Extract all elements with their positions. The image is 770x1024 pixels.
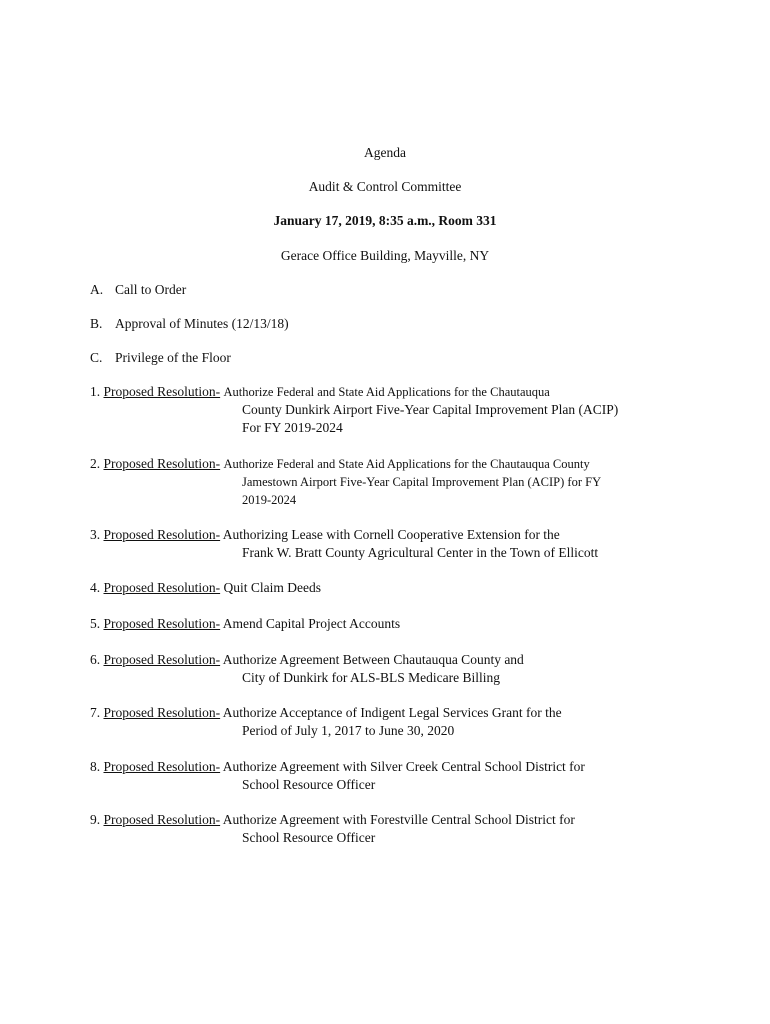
item-line: School Resource Officer: [242, 830, 376, 845]
section-a: [90, 282, 186, 298]
section-text: Call to Order: [115, 282, 187, 297]
item-line: Frank W. Bratt County Agricultural Center in the Town of Ellicott: [242, 545, 599, 560]
section-letter: A.: [90, 282, 104, 297]
item-text: Authorize Agreement with Forestville Central School District for: [222, 812, 575, 827]
item-text: Authorize Federal and State Aid Applications for the Chautauqua County: [223, 457, 590, 471]
item-label: Proposed Resolution-: [103, 527, 221, 542]
agenda-item-3: [90, 526, 730, 562]
item-label: Proposed Resolution-: [103, 580, 221, 595]
item-line: County Dunkirk Airport Five-Year Capital Improvement Plan (ACIP): [242, 402, 619, 417]
agenda-item-6: [90, 651, 730, 687]
section-text: Privilege of the Floor: [115, 350, 231, 365]
agenda-item-4: [90, 579, 730, 597]
item-label: Proposed Resolution-: [103, 705, 221, 720]
item-text: Authorize Federal and State Aid Applications for the Chautauqua: [223, 385, 550, 399]
item-line: School Resource Officer: [242, 777, 376, 792]
meeting-datetime: January 17, 2019, 8:35 a.m., Room 331: [273, 213, 497, 228]
meeting-location: Gerace Office Building, Mayville, NY: [280, 248, 490, 263]
item-line: 2019-2024: [242, 493, 297, 507]
item-label: Proposed Resolution-: [103, 616, 221, 631]
item-label: Proposed Resolution-: [103, 812, 221, 827]
section-letter: C.: [90, 350, 103, 365]
agenda-item-5: [90, 615, 730, 633]
item-number: 5.: [90, 616, 101, 631]
item-text: Authorize Agreement Between Chautauqua County and: [222, 652, 524, 667]
item-number: 3.: [90, 527, 101, 542]
agenda-item-1: [90, 383, 730, 437]
section-text: Approval of Minutes (12/13/18): [115, 316, 289, 331]
agenda-item-7: [90, 704, 730, 740]
item-number: 2.: [90, 456, 101, 471]
item-label: Proposed Resolution-: [103, 456, 221, 471]
item-number: 8.: [90, 759, 101, 774]
item-line: For FY 2019-2024: [242, 420, 343, 435]
item-number: 7.: [90, 705, 101, 720]
item-number: 6.: [90, 652, 101, 667]
item-label: Proposed Resolution-: [103, 384, 221, 399]
item-text: Quit Claim Deeds: [223, 580, 321, 595]
agenda-title: Agenda: [364, 145, 406, 160]
agenda-item-8: [90, 758, 730, 794]
item-text: Authorize Agreement with Silver Creek Central School District for: [222, 759, 585, 774]
item-label: Proposed Resolution-: [103, 652, 221, 667]
agenda-item-2: [90, 455, 730, 509]
item-label: Proposed Resolution-: [103, 759, 221, 774]
item-number: 1.: [90, 384, 101, 399]
item-line: Jamestown Airport Five-Year Capital Improvement Plan (ACIP) for FY: [242, 475, 602, 489]
item-number: 4.: [90, 580, 101, 595]
item-text: Amend Capital Project Accounts: [222, 616, 401, 631]
item-number: 9.: [90, 812, 101, 827]
section-b: [90, 316, 289, 332]
item-line: City of Dunkirk for ALS-BLS Medicare Billing: [242, 670, 500, 685]
item-text: Authorize Acceptance of Indigent Legal Services Grant for the: [222, 705, 562, 720]
agenda-item-9: [90, 811, 730, 847]
section-letter: B.: [90, 316, 103, 331]
item-text: Authorizing Lease with Cornell Cooperative Extension for the: [222, 527, 560, 542]
committee-name: Audit & Control Committee: [308, 179, 462, 194]
item-line: Period of July 1, 2017 to June 30, 2020: [242, 723, 455, 738]
section-c: [90, 350, 231, 366]
